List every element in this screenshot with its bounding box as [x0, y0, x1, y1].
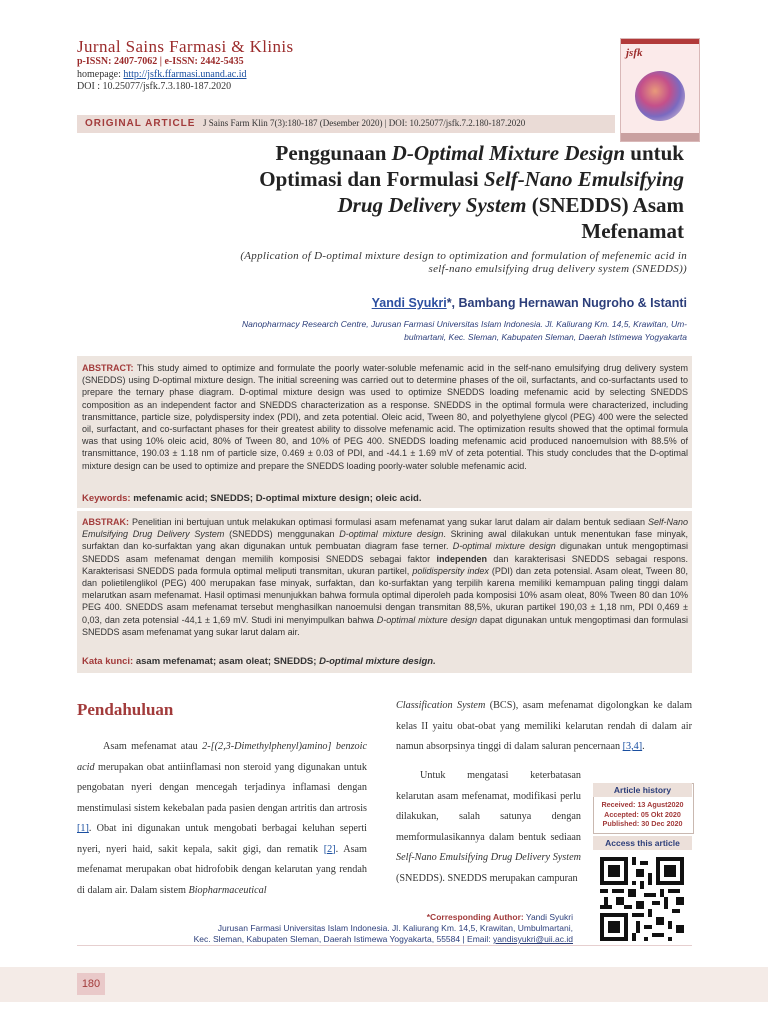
journal-name: Jurnal Sains Farmasi & Klinis: [77, 37, 294, 56]
accepted-date: Accepted: 05 Okt 2020: [604, 809, 681, 819]
title-italic-segment: Self-Nano Emulsifying: [483, 167, 684, 191]
article-subtitle: [110, 250, 687, 276]
abstract-id-part: (SNEDDS) menggunakan: [224, 529, 340, 540]
title-line: [77, 166, 684, 192]
cover-top-bar: [621, 39, 699, 44]
title-segment: Penggunaan: [275, 141, 392, 165]
abstract-id-part: (PDI) dan zeta potensial. Asam oleat, Tween 80, dan polietilenglikol (PEG) 400 merupakan fase minyak, surfaktan, dan ko-surfaktan yang terpilih karena memiliki kemampuan paling tinggi dalam melarutkan asam mefenamat. Hasil optimasi menunjukkan bahwa formula optimal diperoleh pada komposisi 10% asam oleat, 80% Tween 80 dan 10% PEG 400. SNEDDS asam mefenamat tersebut menghasilkan nanoemulsi dengan transmitan 88,5%, ukuran partikel 190,03 ± 1,18 nm, PDI 0,469 ± 0,03, dan zeta potensial -44,1 ± 1,69 mV. Studi ini menyimpulkan bahwa: [82, 565, 688, 625]
homepage-link[interactable]: http://jsfk.ffarmasi.unand.ac.id: [123, 69, 247, 80]
body-text: Untuk mengatasi keterbatasan kelarutan asam mefenamat, modifikasi perlu dilakukan, salah satunya dengan memformulasikannya dalam bentuk sediaan: [396, 770, 581, 843]
abstract-id-italic: Self-Nano Emulsifying Drug Delivery System: [82, 517, 688, 540]
body-italic: Self-Nano Emulsifying Drug Delivery System: [396, 852, 581, 863]
article-title: [77, 140, 684, 244]
cover-artwork: [635, 71, 685, 121]
abstract-id-part: Penelitian ini bertujuan untuk melakukan optimasi formulasi asam mefenamat yang sukar larut dalam air dalam bentuk sediaan: [131, 517, 648, 527]
abstract-id-part: dan karakterisasi SNEDDS sebagai respons. Karakterisasi SNEDDS pada formula optimal meliputi transmitan, ukuran partikel,: [82, 553, 688, 576]
title-segment: Optimasi dan Formulasi: [259, 167, 484, 191]
corr-label: *Corresponding Author:: [426, 912, 524, 922]
title-line: [77, 140, 684, 166]
other-authors: *, Bambang Hernawan Nugroho & Istanti: [446, 296, 687, 310]
homepage-line: [77, 69, 247, 80]
title-segment: Mefenamat: [581, 219, 684, 243]
subtitle-line-2: self-nano emulsifying drug delivery system (SNEDDS)): [428, 263, 687, 275]
published-date: Published: 30 Dec 2020: [602, 819, 683, 828]
body-right-column: [396, 766, 581, 889]
abstract-id-part: digunakan untuk mengoptimasi SNEDDS asam mefenamat dengan memilih komposisi SNEDDS sebagai faktor: [82, 541, 688, 564]
body-italic: Biopharmaceutical: [188, 884, 267, 896]
abstract-en: [82, 362, 688, 472]
citation-link[interactable]: [3,4]: [622, 741, 643, 752]
body-text: .: [642, 741, 645, 752]
title-italic-segment: D-Optimal Mixture Design: [391, 141, 626, 165]
abstract-id-italic: D-optimal mixture design: [376, 614, 478, 625]
abstract-id-italic: D-optimal mixture design: [339, 529, 444, 540]
author-list: [200, 296, 687, 310]
keywords-id-values: asam mefenamat; asam oleat; SNEDDS;: [135, 656, 320, 667]
article-history-title: Article history: [593, 783, 692, 797]
body-italic: 2-[(2,3-Dimethylphenyl)amino] benzoic acid: [77, 741, 367, 773]
journal-cover-image: [620, 38, 700, 142]
abstract-id-part: . Skrining awal dilakukan untuk menentukan fase minyak, surfaktan dan ko-surfaktan yang akan digunakan untuk pembuatan diagram fase terner.: [82, 529, 688, 552]
footer-divider: [77, 945, 692, 946]
affiliation-line-1: Nanopharmacy Research Centre, Jurusan Farmasi Universitas Islam Indonesia. Jl. Kaliurang Km. 14,5, Krawitan, Um-: [241, 319, 687, 329]
abstract-en-label: ABSTRACT:: [82, 363, 134, 373]
body-text: . Asam mefenamat merupakan obat hidrofobik dengan kelarutan yang rendah di dalam air. Dalam sistem: [77, 843, 367, 896]
body-text: (BCS), asam mefenamat digolongkan ke dalam kelas II yaitu obat-obat yang memiliki kelarutan rendah di dalam air namun absorpsinya tinggi di dalam saluran pencernaan: [396, 700, 692, 752]
corr-address-line: Jurusan Farmasi Universitas Islam Indonesia. Jl. Kaliurang Km. 14,5, Krawitan, Umbulmartani,: [217, 923, 573, 933]
abstract-id-bold: independen: [436, 553, 488, 564]
abstract-id-part: dapat digunakan untuk mengoptimasi dan formulasi SNEDDS asam mefenamat yang sukar larut dalam air.: [82, 614, 688, 637]
subtitle-line-1: (Application of D-optimal mixture design to optimization and formulation of mefenemic acid in: [240, 250, 687, 262]
abstract-id-italic: D-optimal mixture design: [452, 541, 556, 552]
corr-name: Yandi Syukri: [523, 912, 573, 922]
citation-link[interactable]: [1]: [77, 823, 89, 834]
abstract-en-text: This study aimed to optimize and formulate the poorly water-soluble mefenamic acid in the self-nano emulsifying drug delivery system (SNEDDS) using D-optimal mixture design. The initial screening was carried out to determine phases of the oil, surfactants, and co-surfactants used to prepare the ternary phase diagram. D-optimal mixture design was used to optimize SNEDDS loading mefenamic acid by selecting SNEDDS composition as an independent factor and SNEDDS characterization as a response. SNEDDS in the optimal formula were characterized, including transmittance, particle size, polydispersity index (PDI), and zeta potential. Oleic acid, Tween 80, and polyethylene glycol (PEG) 400 were the selected oil, surfactant, and co-surfactant phases for their greatest ability to dissolve mefenamic acid. The optimization results showed that the optimal formula was that using 10% oleic acid, 80% of Tween 80, and 10% of PEG 400. SNEDDS loading mefenamic acid produced nanoemulsion with 88.5% of transmittance, 190.03 ± 1.18 nm of particle size, 0.469 ± 0.03 of PDI, and -44.1 ± 1.69 mV of zeta potential. This study concludes that the D-optimal mixture design can be used to optimize and prepare the SNEDDS loading poorly-water soluble mefenamic acid.: [82, 363, 689, 471]
title-segment: (SNEDDS) Asam: [526, 193, 684, 217]
title-italic-segment: Drug Delivery System: [337, 193, 527, 217]
section-title: Pendahuluan: [77, 700, 174, 719]
citation-line: J Sains Farm Klin 7(3):180-187 (Desember 2020) | DOI: 10.25077/jsfk.7.2.180-187.2020: [203, 118, 526, 128]
issn-line: p-ISSN: 2407-7062 | e-ISSN: 2442-5435: [77, 56, 244, 67]
corr-address-line: Kec. Sleman, Kabupaten Sleman, Daerah Istimewa Yogyakarta, 55584 | Email:: [193, 934, 494, 944]
body-left-column: [77, 737, 367, 901]
body-italic: Classification System: [396, 700, 486, 711]
doi-line: DOI : 10.25077/jsfk.7.3.180-187.2020: [77, 81, 232, 92]
corr-email-link[interactable]: yandisyukri@uii.ac.id: [493, 934, 573, 944]
page-footer-band: [0, 967, 768, 1002]
access-article-title: Access this article: [593, 836, 692, 850]
keywords-en-label: Keywords:: [82, 493, 131, 504]
keywords-id: [82, 656, 436, 667]
keywords-id-italic: D-optimal mixture design.: [319, 656, 436, 667]
page-number: 180: [77, 973, 105, 995]
qr-code-icon[interactable]: [600, 857, 684, 941]
abstract-id-italic: polidispersity index: [412, 565, 489, 576]
keywords-en-values: mefenamic acid; SNEDDS; D-optimal mixture design; oleic acid.: [133, 493, 422, 504]
article-history-dates: [593, 800, 692, 829]
citation-link[interactable]: [2]: [323, 843, 336, 855]
cover-logo: jsfk: [626, 47, 643, 59]
corresponding-author-note: [77, 912, 573, 945]
keywords-id-label: Kata kunci:: [82, 656, 134, 667]
title-line: [77, 192, 684, 218]
affiliation-line-2: bulmartani, Kec. Sleman, Kabupaten Sleman, Daerah Istimewa Yogyakarta: [404, 332, 687, 342]
corresponding-author-link[interactable]: Yandi Syukri: [371, 296, 447, 310]
abstract-id-label: ABSTRAK:: [82, 517, 129, 527]
title-segment: untuk: [625, 141, 684, 165]
body-right-top: [396, 696, 692, 758]
article-type: ORIGINAL ARTICLE: [85, 118, 196, 129]
body-text: Asam mefenamat atau: [103, 741, 203, 752]
body-text: merupakan obat antiinflamasi non steroid yang digunakan untuk pengobatan nyeri dengan mencegah terjadinya inflamasi dengan menstimulasi sistem kekebalan pada pasien dengan artritis dan artrosis: [77, 761, 367, 814]
homepage-label: homepage:: [77, 69, 121, 80]
body-text: . Obat ini digunakan untuk mengobati berbagai keluhan seperti nyeri, nyeri haid, sakit kepala, sakit gigi, dan rematik: [77, 823, 367, 855]
body-paragraph: [396, 766, 581, 889]
body-text: (SNEDDS). SNEDDS merupakan campuran: [396, 872, 578, 884]
keywords-en: [82, 493, 421, 504]
abstract-id: [82, 516, 688, 638]
received-date: Received: 13 Agust2020: [601, 800, 684, 809]
title-line: [77, 218, 684, 244]
affiliation: [140, 318, 687, 344]
